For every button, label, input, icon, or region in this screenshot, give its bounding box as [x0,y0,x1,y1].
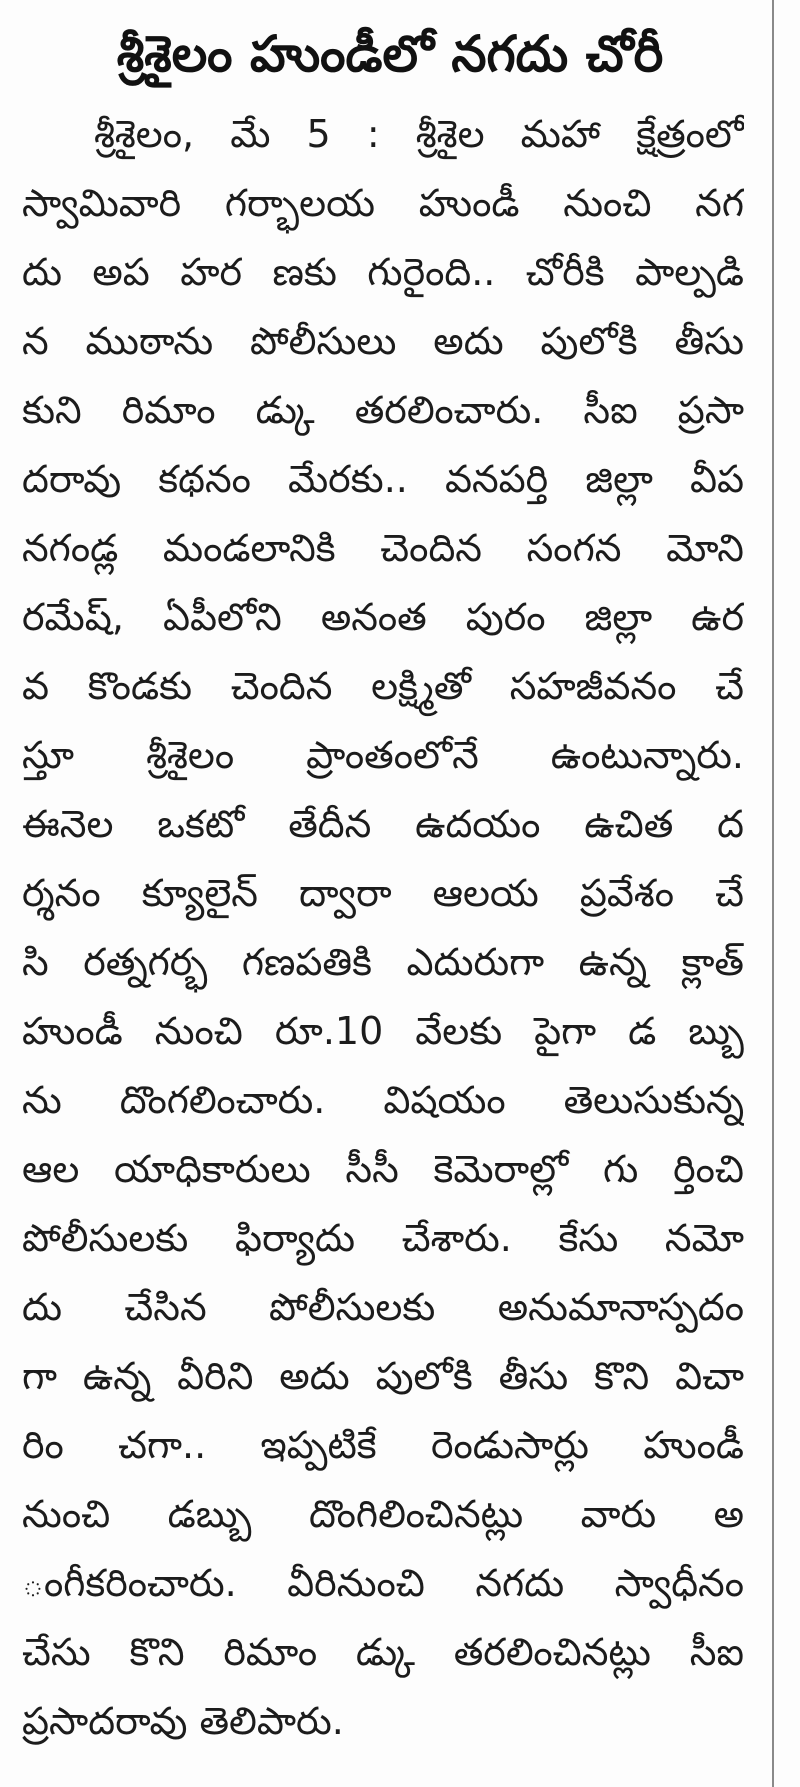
article-body-line: న ముఠాను పోలీసులు అదు పులోకి తీసు [22,319,744,363]
article-body-line: ప్రసాదరావు తెలిపారు. [22,1699,344,1743]
article-body-line: స్తూ శ్రీశైలం ప్రాంతంలోనే ఉంటున్నారు. [22,733,744,777]
article-body-line: హుండీ నుంచి రూ.10 వేలకు పైగా డ బ్బు [22,1009,744,1053]
article-body-line: రిం చగా.. ఇప్పటికే రెండుసార్లు హుండీ [22,1423,744,1467]
article-body-line: ఆల యాధికారులు సీసీ కెమెరాల్లో గు ర్తించి [22,1147,744,1191]
article-body-line: ఈనెల ఒకటో తేదీన ఉదయం ఉచిత ద [22,802,744,846]
article-body-line: దు చేసిన పోలీసులకు అనుమానాస్పదం [22,1285,744,1329]
article-body-line: నుంచి డబ్బు దొంగిలించినట్లు వారు అ [22,1492,744,1536]
column-divider-rule [772,0,774,1787]
article-body-line: స్వామివారి గర్భాలయ హుండీ నుంచి నగ [22,181,744,225]
article-body-line: ను దొంగలించారు. విషయం తెలుసుకున్న [22,1078,744,1122]
article-body-line: గా ఉన్న వీరిని అదు పులోకి తీసు కొని విచా [22,1354,744,1398]
headline: శ్రీశైలం హుండీలో నగదు చోరీ [116,25,664,83]
article-body-line: దరావు కథనం మేరకు.. వనపర్తి జిల్లా వీప [22,457,744,501]
article-body-line: చేసు కొని రిమాం డ్కు తరలించినట్లు సీఐ [22,1630,744,1674]
article-body-line: నగండ్ల మండలానికి చెందిన సంగన మోని [22,526,744,570]
article-body [22,100,744,1756]
article-body-line: శ్రీశైలం, మే 5 : శ్రీశైల మహా క్షేత్రంలో [94,112,744,156]
article-body-line: కుని రిమాం డ్కు తరలించారు. సీఐ ప్రసా [22,388,744,432]
article-body-line: ంగీకరించారు. వీరినుంచి నగదు స్వాధీనం [22,1561,744,1605]
article-body-line: దు అప హర ణకు గురైంది.. చోరీకి పాల్పడి [22,250,744,294]
article-body-line: పోలీసులకు ఫిర్యాదు చేశారు. కేసు నమో [22,1216,744,1260]
article-body-line: వ కొండకు చెందిన లక్ష్మితో సహజీవనం చే [22,664,744,708]
article-body-line: సి రత్నగర్భ గణపతికి ఎదురుగా ఉన్న క్లాత్ [22,940,744,984]
article-body-line: రమేష్, ఏపీలోని అనంత పురం జిల్లా ఉర [22,595,744,639]
article-body-line: ర్శనం క్యూలైన్ ద్వారా ఆలయ ప్రవేశం చే [22,871,744,915]
